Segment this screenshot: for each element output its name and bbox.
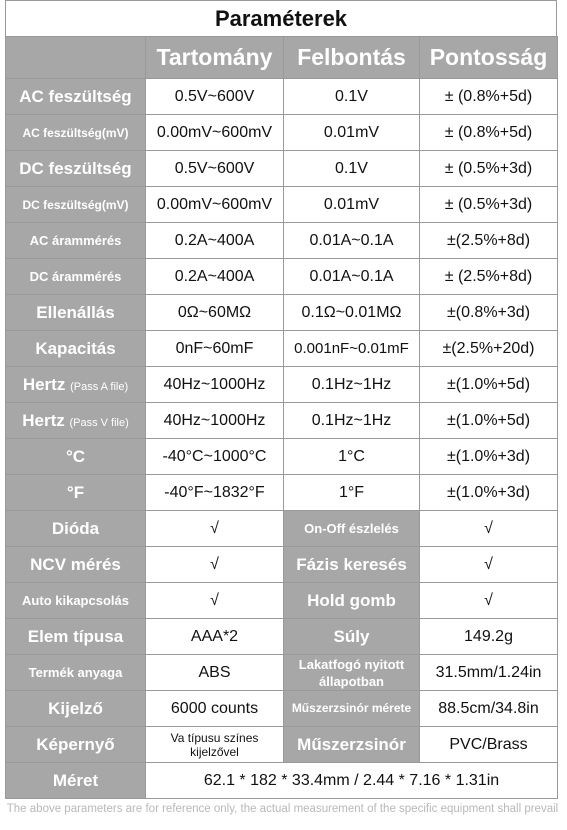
row-label: DC feszültség bbox=[6, 151, 146, 187]
feature-label: Dióda bbox=[6, 511, 146, 547]
table-row bbox=[6, 403, 558, 439]
range-cell: 0.00mV~600mV bbox=[146, 187, 284, 223]
range-cell: 0.2A~400A bbox=[146, 259, 284, 295]
feature-label: NCV mérés bbox=[6, 547, 146, 583]
feature-row bbox=[6, 655, 558, 691]
accuracy-cell: ±(0.8%+3d) bbox=[420, 295, 558, 331]
resolution-cell: 0.1Hz~1Hz bbox=[284, 403, 420, 439]
feature-value: 149.2g bbox=[420, 619, 558, 655]
feature-value: ABS bbox=[146, 655, 284, 691]
resolution-cell: 0.1Hz~1Hz bbox=[284, 367, 420, 403]
accuracy-cell: ±(1.0%+5d) bbox=[420, 367, 558, 403]
row-label: °F bbox=[6, 475, 146, 511]
feature-label: Hold gomb bbox=[284, 583, 420, 619]
range-cell: -40°C~1000°C bbox=[146, 439, 284, 475]
row-label-sub: (Pass V file) bbox=[69, 416, 129, 429]
accuracy-cell: ± (2.5%+8d) bbox=[420, 259, 558, 295]
feature-row bbox=[6, 727, 558, 763]
resolution-cell: 0.1V bbox=[284, 151, 420, 187]
feature-label: Súly bbox=[284, 619, 420, 655]
range-cell: 0Ω~60MΩ bbox=[146, 295, 284, 331]
feature-value: AAA*2 bbox=[146, 619, 284, 655]
table-row bbox=[6, 115, 558, 151]
row-label: AC feszültség(mV) bbox=[6, 115, 146, 151]
header-corner bbox=[6, 37, 146, 79]
resolution-cell: 0.1V bbox=[284, 79, 420, 115]
page-title: Paraméterek bbox=[5, 0, 557, 36]
size-value: 62.1 * 182 * 33.4mm / 2.44 * 7.16 * 1.31in bbox=[146, 763, 558, 799]
range-cell: 40Hz~1000Hz bbox=[146, 367, 284, 403]
resolution-cell: 1°F bbox=[284, 475, 420, 511]
feature-label: Elem típusa bbox=[6, 619, 146, 655]
table-row bbox=[6, 331, 558, 367]
spec-table bbox=[5, 36, 558, 799]
feature-value: 31.5mm/1.24in bbox=[420, 655, 558, 691]
header-accuracy: Pontosság bbox=[420, 37, 558, 79]
size-row bbox=[6, 763, 558, 799]
feature-value: √ bbox=[420, 547, 558, 583]
feature-label: Kijelző bbox=[6, 691, 146, 727]
resolution-cell: 0.1Ω~0.01MΩ bbox=[284, 295, 420, 331]
feature-label: Műszerzsinór bbox=[284, 727, 420, 763]
header-resolution: Felbontás bbox=[284, 37, 420, 79]
feature-value: Va típusu színes kijelzővel bbox=[146, 727, 284, 763]
row-label-main: Hertz bbox=[22, 374, 66, 394]
feature-row bbox=[6, 583, 558, 619]
size-label: Méret bbox=[6, 763, 146, 799]
resolution-cell: 0.01A~0.1A bbox=[284, 259, 420, 295]
row-label: Kapacitás bbox=[6, 331, 146, 367]
row-label bbox=[6, 367, 146, 403]
resolution-cell: 1°C bbox=[284, 439, 420, 475]
row-label: °C bbox=[6, 439, 146, 475]
row-label: AC feszültség bbox=[6, 79, 146, 115]
range-cell: -40°F~1832°F bbox=[146, 475, 284, 511]
feature-value: √ bbox=[146, 547, 284, 583]
range-cell: 0.2A~400A bbox=[146, 223, 284, 259]
row-label: Ellenállás bbox=[6, 295, 146, 331]
accuracy-cell: ±(2.5%+20d) bbox=[420, 331, 558, 367]
accuracy-cell: ± (0.5%+3d) bbox=[420, 151, 558, 187]
table-row bbox=[6, 439, 558, 475]
table-row bbox=[6, 79, 558, 115]
row-label bbox=[6, 403, 146, 439]
table-row bbox=[6, 295, 558, 331]
feature-value: √ bbox=[420, 511, 558, 547]
accuracy-cell: ±(1.0%+3d) bbox=[420, 439, 558, 475]
table-row bbox=[6, 187, 558, 223]
row-label: AC árammérés bbox=[6, 223, 146, 259]
resolution-cell: 0.01mV bbox=[284, 187, 420, 223]
disclaimer-footer: The above parameters are for reference only, the actual measurement of the specific equipment shall prevail bbox=[6, 803, 559, 815]
table-row bbox=[6, 367, 558, 403]
feature-value: PVC/Brass bbox=[420, 727, 558, 763]
feature-row bbox=[6, 691, 558, 727]
feature-label: Lakatfogó nyitott állapotban bbox=[284, 655, 420, 691]
resolution-cell: 0.01A~0.1A bbox=[284, 223, 420, 259]
table-row bbox=[6, 223, 558, 259]
range-cell: 0.5V~600V bbox=[146, 151, 284, 187]
feature-label: Auto kikapcsolás bbox=[6, 583, 146, 619]
header-row bbox=[6, 37, 558, 79]
accuracy-cell: ± (0.5%+3d) bbox=[420, 187, 558, 223]
table-row bbox=[6, 151, 558, 187]
table-row bbox=[6, 475, 558, 511]
row-label-main: Hertz bbox=[22, 410, 65, 430]
accuracy-cell: ± (0.8%+5d) bbox=[420, 79, 558, 115]
feature-value: √ bbox=[146, 583, 284, 619]
resolution-cell: 0.01mV bbox=[284, 115, 420, 151]
resolution-cell: 0.001nF~0.01mF bbox=[284, 331, 420, 367]
range-cell: 0.5V~600V bbox=[146, 79, 284, 115]
accuracy-cell: ±(1.0%+3d) bbox=[420, 475, 558, 511]
table-row bbox=[6, 259, 558, 295]
feature-value: 6000 counts bbox=[146, 691, 284, 727]
accuracy-cell: ±(2.5%+8d) bbox=[420, 223, 558, 259]
feature-label: Termék anyaga bbox=[6, 655, 146, 691]
header-range: Tartomány bbox=[146, 37, 284, 79]
feature-value: √ bbox=[420, 583, 558, 619]
feature-label: Műszerzsinór mérete bbox=[284, 691, 420, 727]
feature-label: On-Off észlelés bbox=[284, 511, 420, 547]
feature-value: √ bbox=[146, 511, 284, 547]
feature-row bbox=[6, 547, 558, 583]
feature-row bbox=[6, 619, 558, 655]
feature-label: Képernyő bbox=[6, 727, 146, 763]
feature-label: Fázis keresés bbox=[284, 547, 420, 583]
accuracy-cell: ± (0.8%+5d) bbox=[420, 115, 558, 151]
feature-row bbox=[6, 511, 558, 547]
range-cell: 0nF~60mF bbox=[146, 331, 284, 367]
row-label: DC feszültség(mV) bbox=[6, 187, 146, 223]
row-label: DC árammérés bbox=[6, 259, 146, 295]
accuracy-cell: ±(1.0%+5d) bbox=[420, 403, 558, 439]
feature-value: 88.5cm/34.8in bbox=[420, 691, 558, 727]
row-label-sub: (Pass A file) bbox=[70, 380, 129, 393]
range-cell: 0.00mV~600mV bbox=[146, 115, 284, 151]
range-cell: 40Hz~1000Hz bbox=[146, 403, 284, 439]
